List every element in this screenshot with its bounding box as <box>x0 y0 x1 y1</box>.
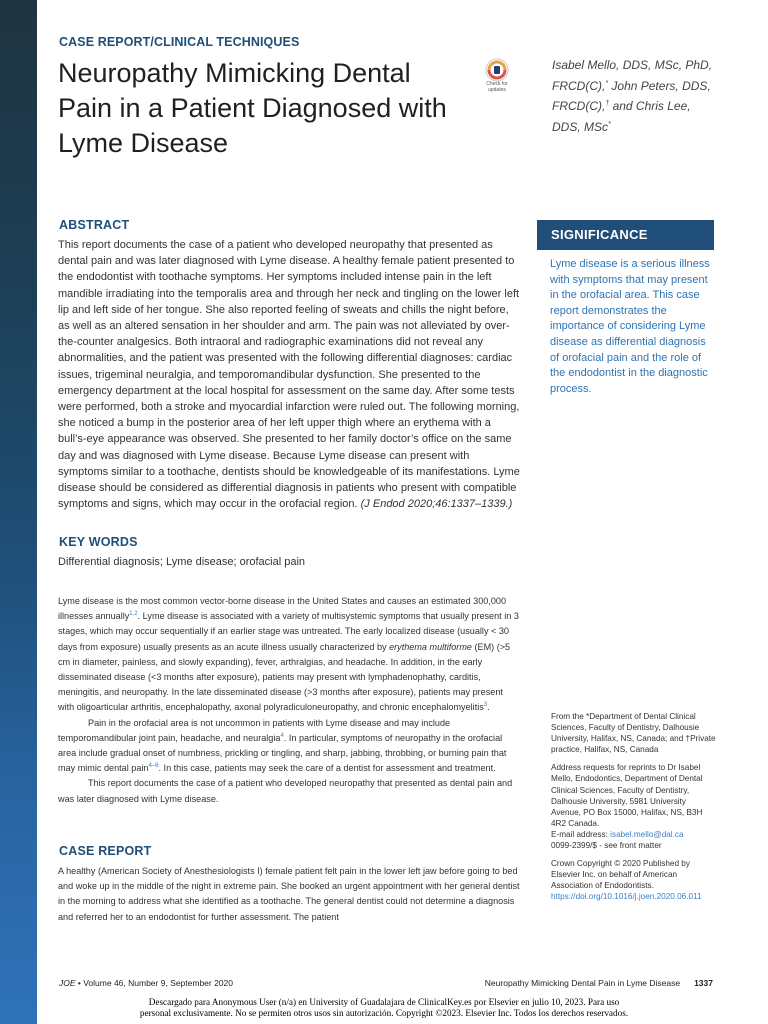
doi-link[interactable]: https://doi.org/10.1016/j.joen.2020.06.011 <box>551 892 702 902</box>
reference-link[interactable]: 1,2 <box>129 611 138 618</box>
intro-paragraph-2 <box>58 716 520 777</box>
case-report-body: A healthy (American Society of Anesthesiologists I) female patient felt pain in the lower left jaw before going to bed and woke up in the middle of the night in extreme pain. She booked an urgent appointment with her general dentist in the morning to address what she identified as a toothache. The general dentist could not determine a diagnosis and referred her to an endodontist for further assessment. The patient <box>58 866 520 922</box>
running-title: Neuropathy Mimicking Dental Pain in Lyme Disease <box>484 978 681 988</box>
author-1: Isabel Mello, DDS, MSc, PhD, FRCD(C), <box>552 58 713 93</box>
issn-text: 0099-2399/$ - see front matter <box>551 841 662 851</box>
article-title: Neuropathy Mimicking Dental Pain in a Patient Diagnosed with Lyme Disease <box>58 58 447 158</box>
download-notice-line-1: Descargado para Anonymous User (n/a) en University of Guadalajara de ClinicalKey.es por Elsevier en julio 10, 2023. Para uso <box>148 997 620 1007</box>
intro-p1-text-a: Lyme disease is the most common vector-borne disease in the United States and causes an estimated 300,000 illnesses annually <box>58 596 507 622</box>
author-2: John Peters, DDS, FRCD(C), <box>552 78 711 113</box>
journal-side-band <box>0 0 37 1024</box>
intro-p1-text-d: . <box>487 702 490 713</box>
reference-link[interactable]: 4–6 <box>148 763 159 770</box>
email-link[interactable]: isabel.mello@dal.ca <box>610 829 684 839</box>
author-list: Isabel Mello, DDS, MSc, PhD, FRCD(C),* John Peters, DDS, FRCD(C),† and Chris Lee, DDS, MSc* <box>552 58 713 134</box>
case-report-heading: CASE REPORT <box>59 844 152 858</box>
download-notice <box>0 997 768 1018</box>
intro-p2-text-a: Pain in the orofacial area is not uncommon in patients with Lyme disease and may include temporomandibular joint pain, headache, and neuralgia <box>58 717 451 743</box>
copyright-text: Crown Copyright © 2020 Published by Elsevier Inc. on behalf of American Association of Endodontists. <box>551 859 690 891</box>
check-for-updates-icon <box>485 58 509 82</box>
reprint-address <box>551 762 717 851</box>
abstract-heading: ABSTRACT <box>59 218 130 232</box>
intro-p1-emphasis: erythema multiforme <box>389 641 472 652</box>
introduction-body <box>58 594 520 807</box>
check-for-updates-label: Check for updates <box>486 81 508 93</box>
significance-heading: SIGNIFICANCE <box>537 220 714 250</box>
address-text: Address requests for reprints to Dr Isabel Mello, Endodontics, Department of Dental Clinical Sciences, Faculty of Dentistry, Dalhousie University, 5981 University Avenue, PO Box 15000, Halifax, NS, B3H 4R2 Canada. <box>551 763 703 828</box>
keywords-text: Differential diagnosis; Lyme disease; orofacial pain <box>58 556 306 568</box>
affiliation-note: From the *Department of Dental Clinical Sciences, Faculty of Dentistry, Dalhousie University, Halifax, NS, Canada; and †Private practice, Halifax, NS, Canada <box>551 712 716 755</box>
intro-p1-text-c: (EM) (>5 cm in diameter, painless, and slowly expanding), fever, arthralgias, and headache. In addition, in the early disseminated disease (<3 months after exposure), patients may present with lymphadenophathy, carditis, meningitis, and neuropathy. In the late disseminated disease (>3 months after exposure), patients may present with oligoarticular arthritis, encephalopathy, axonal polyradiculoneuropathy, and chronic encephalomyelitis <box>58 641 511 713</box>
copyright-note <box>551 858 717 902</box>
footer-journal-info <box>59 978 233 988</box>
page-number: 1337 <box>694 978 713 988</box>
reference-link[interactable]: 3 <box>483 702 488 709</box>
intro-p1-text-b: . Lyme disease is associated with a variety of multisystemic symptoms that usually present in 3 stages, which may occur sequentially if an earlier stage was untreated. The early localized disease (usually < 30 days from exposure) usually presents as an acute illness usually characterized by <box>58 611 519 652</box>
intro-paragraph-1 <box>58 594 520 716</box>
significance-text: Lyme disease is a serious illness with symptoms that may present in the orofacial area. This case report demonstrates the importance of considering Lyme disease as differential diagnosis of orofacial pain and the role of the endodontist in the diagnostic process. <box>550 258 710 395</box>
reference-link[interactable]: 4 <box>280 732 284 739</box>
article-category: CASE REPORT/CLINICAL TECHNIQUES <box>59 35 300 49</box>
email-label: E-mail address: <box>551 829 611 839</box>
abstract-citation: (J Endod 2020;46:1337–1339.) <box>360 498 513 511</box>
footer-running-head <box>485 978 713 988</box>
intro-p2-text-b: . In particular, symptoms of neuropathy in the orofacial area include gradual onset of numbness, prickling or tingling, and sharp, jabbing, throbbing, or burning pain that may mimic dental pain <box>58 732 507 774</box>
keywords-heading: KEY WORDS <box>59 535 138 549</box>
abstract-body <box>58 237 520 512</box>
abstract-text: This report documents the case of a patient who developed neuropathy that presented as dental pain and was later diagnosed with Lyme disease. A healthy female patient presented to the endodontist with toothache symptoms. Her symptoms included intense pain in the left mandible irradiating into the temporalis area and through her neck and tingling on the lower left lip and left side of her tongue. She also reported feeling of sweats and chills the night before, as well as an altered sensation in her shoulder and arm. The pain was not alleviated by over-the-counter analgesics. Both intraoral and radiographic examinations did not reveal any abnormalities, and the patient was presented with the following differential diagnoses: cardiac issues, trigeminal neuralgia, and temporomandibular dysfunction. She presented to the emergency department at the local hospital for assessment on the same day. After some tests were performed, both a stroke and myocardial infarction were ruled out. The following morning, she noticed a bump in the posterior area of her left upper thigh where an erythema with a bull’s-eye appearance was observed. She presented to her family doctor’s office on the same day and was diagnosed with Lyme disease. Because Lyme disease can present with symptoms similar to a toothache, dentists should be knowledgeable of its manifestations. Lyme disease should be considered as differential diagnosis in patients who present with compatible symptoms and signs, which may occur in the orofacial region. <box>58 239 520 511</box>
intro-p2-text-c: . In this case, patients may seek the care of a dentist for assessment and treatment. <box>158 763 496 774</box>
article-notes <box>551 711 717 910</box>
author-3: and Chris Lee, DDS, MSc <box>552 99 691 134</box>
download-notice-line-2: personal exclusivamente. No se permiten otros usos sin autorización. Copyright ©2023. Elsevier Inc. Todos los derechos reservados. <box>139 1007 629 1018</box>
journal-name: JOE <box>59 978 76 988</box>
check-for-updates-badge[interactable] <box>477 58 517 98</box>
volume-info: • Volume 46, Number 9, September 2020 <box>75 978 234 988</box>
intro-paragraph-3: This report documents the case of a patient who developed neuropathy that presented as dental pain and was later diagnosed with Lyme disease. <box>58 778 513 804</box>
